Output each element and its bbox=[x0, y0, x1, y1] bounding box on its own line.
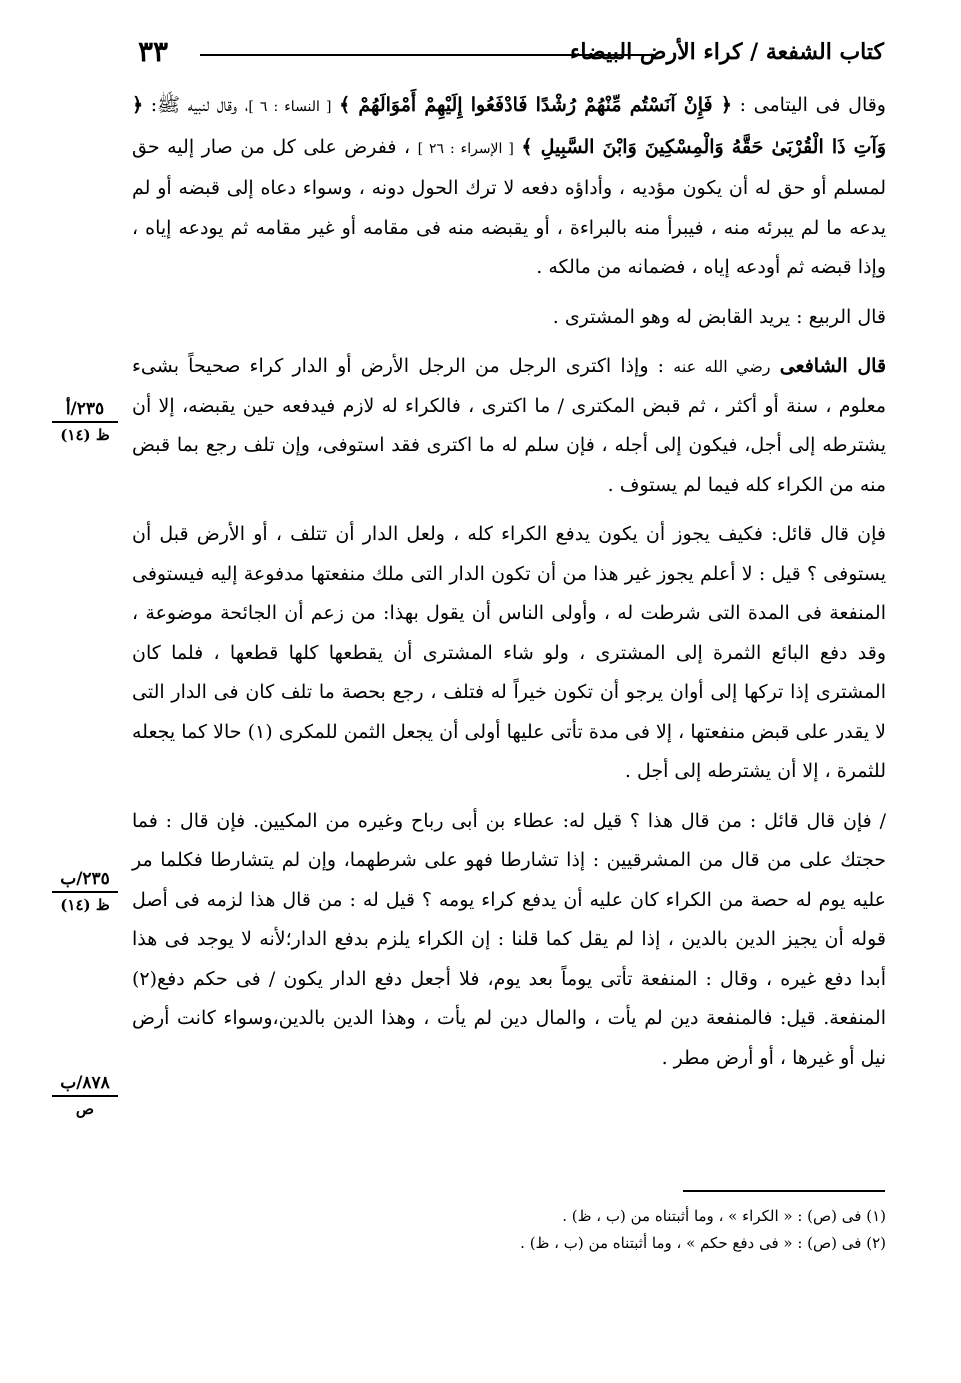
paragraph-1-lead: وقال فى اليتامى : bbox=[731, 94, 886, 116]
running-title: كتاب الشفعة / كراء الأرض البيضاء bbox=[569, 39, 884, 65]
margin-manuscript-2: ظ (١٤) bbox=[60, 895, 110, 914]
margin-manuscript-1: ظ (١٤) bbox=[60, 425, 110, 444]
verse-reference-2: [ الإسراء : ٢٦ ] bbox=[417, 140, 514, 157]
paragraph-2: قال الربيع : يريد القابض له وهو المشترى . bbox=[552, 305, 886, 328]
margin-rule-1 bbox=[52, 421, 118, 423]
margin-folio-3: ٨٧٨/ب bbox=[60, 1073, 110, 1093]
main-text bbox=[132, 86, 886, 1078]
running-head bbox=[138, 32, 884, 72]
paragraph-3-text: : وإذا اكترى الرجل من الرجل الأرض أو الدار كراء صحيحاً بشىء معلوم ، سنة أو أكثر ، ثم قبض المكترى / ما اكترى ، فالكراء له لازم فيدفعه حين يقبضه، إلا أن يشترطه إلى أجل، فيكون إلى أجله ، فإن سلم له ما اكترى فقد استوفى، وإن تلف رجع بما قبض منه من الكراء كله فيما لم يستوف . bbox=[132, 355, 886, 496]
quran-verse-1: ﴿ فَإِنْ آنَسْتُم مِّنْهُمْ رُشْدًا فَادْفَعُوا إِلَيْهِمْ أَمْوَالَهُمْ ﴾ bbox=[339, 94, 732, 116]
footnotes bbox=[200, 1203, 886, 1257]
speaker-name: قال الشافعى bbox=[779, 355, 887, 377]
footnote-rule bbox=[683, 1190, 885, 1192]
footnote-2: (٢) فى (ص) : « فى دفع حكم » ، وما أثبتناه من (ب ، ظ) . bbox=[520, 1234, 886, 1252]
paragraph-3 bbox=[132, 347, 886, 505]
margin-rule-2 bbox=[52, 891, 118, 893]
margin-note-1 bbox=[52, 398, 118, 445]
quran-verse-2: ﴿ وَآتِ ذَا الْقُرْبَىٰ حَقَّهُ وَالْمِسْكِينَ وَابْنَ السَّبِيلِ ﴾ bbox=[132, 94, 886, 158]
paragraph-4: فإن قال قائل: فكيف يجوز أن يكون يدفع الكراء كله ، ولعل الدار أن تتلف ، أو الأرض قبل أن يستوفى ؟ قيل : لا أعلم يجوز غير هذا من أن تكون الدار التى ملك منفعتها مدفوعة إليه فيستوفى المنفعة فى المدة التى شرطت له ، وأولى الناس أن يقول بهذا: من زعم أن الجائحة موضوعة ، وقد دفع البائع الثمرة إلى المشترى ، ولو شاء المشترى أن يقطعها كلها قطعها ، فلما كان المشترى إذا تركها إلى أوان يرجو أن تكون خيراً له فتلف ، رجع بحصة ما تلف كان فى الدار التى لا يقدر على قبض منفعتها ، إلا فى مدة تأتى عليها أولى أن يجعل الثمن للمكرى (١) حالا كما يجعله للثمرة ، إلا أن يشترطه إلى أجل . bbox=[132, 523, 887, 782]
honorific-glyph: رضي الله عنه bbox=[673, 357, 771, 376]
margin-folio-2: ٢٣٥/ب bbox=[60, 869, 110, 889]
margin-note-2 bbox=[52, 868, 118, 915]
margin-manuscript-3: ص bbox=[75, 1099, 95, 1118]
verse-reference-1: [ النساء : ٦ ] bbox=[248, 99, 332, 115]
paragraph-1-mid: ، وقال لنبيه ﷺ: bbox=[143, 94, 249, 116]
margin-note-3 bbox=[52, 1072, 118, 1119]
footnote-1: (١) فى (ص) : « الكراء » ، وما أثبتناه من (ب ، ظ) . bbox=[562, 1207, 886, 1225]
page-number: ٣٣ bbox=[138, 35, 169, 68]
margin-rule-3 bbox=[52, 1095, 118, 1097]
margin-folio-1: ٢٣٥/أ bbox=[65, 399, 105, 419]
paragraph-1 bbox=[132, 86, 886, 288]
paragraph-1-rest: ، ففرض على كل من صار إليه حق لمسلم أو حق له أن يكون مؤديه ، وأداؤه دفعه لا ترك الحول دونه ، وسواء دعاه إلى قبضه أو لم يدعه ما لم يبرئه منه ، فيبرأ منه بالبراءة ، أو يقبضه منه فى مقامه أو غير مقامه ثم يودعه إياه ، وإذا قبضه ثم أودعه إياه ، فضمانه من مالكه . bbox=[132, 135, 886, 278]
paragraph-5: / فإن قال قائل : من قال هذا ؟ قيل له: عطاء بن أبى رباح وغيره من المكيين. فإن قال : فما حجتك على من قال من المشرقيين : إذا تشارطا فهو على شرطهما، وإن لم يتشارطا فكلما مر عليه يوم له حصة من الكراء كان عليه أن يدفع كراء يومه ؟ قيل له : من قال هذا لزمه فى أصل قوله أن يجيز الدين بالدين ، إذا لم يقل كما قلنا : إن الكراء يلزم بدفع الدار؛لأنه لا يوجد فى هذا أبدا دفع غيره ، وقال : المنفعة تأتى يوماً بعد يوم، فلا أجعل دفع الدار يكون / فى حكم دفع(٢) المنفعة. قيل: فالمنفعة دين لم يأت ، والمال دين لم يأت ، وهذا الدين بالدين،وسواء كانت أرض نيل أو غيرها ، أو أرض مطر . bbox=[132, 809, 886, 1069]
